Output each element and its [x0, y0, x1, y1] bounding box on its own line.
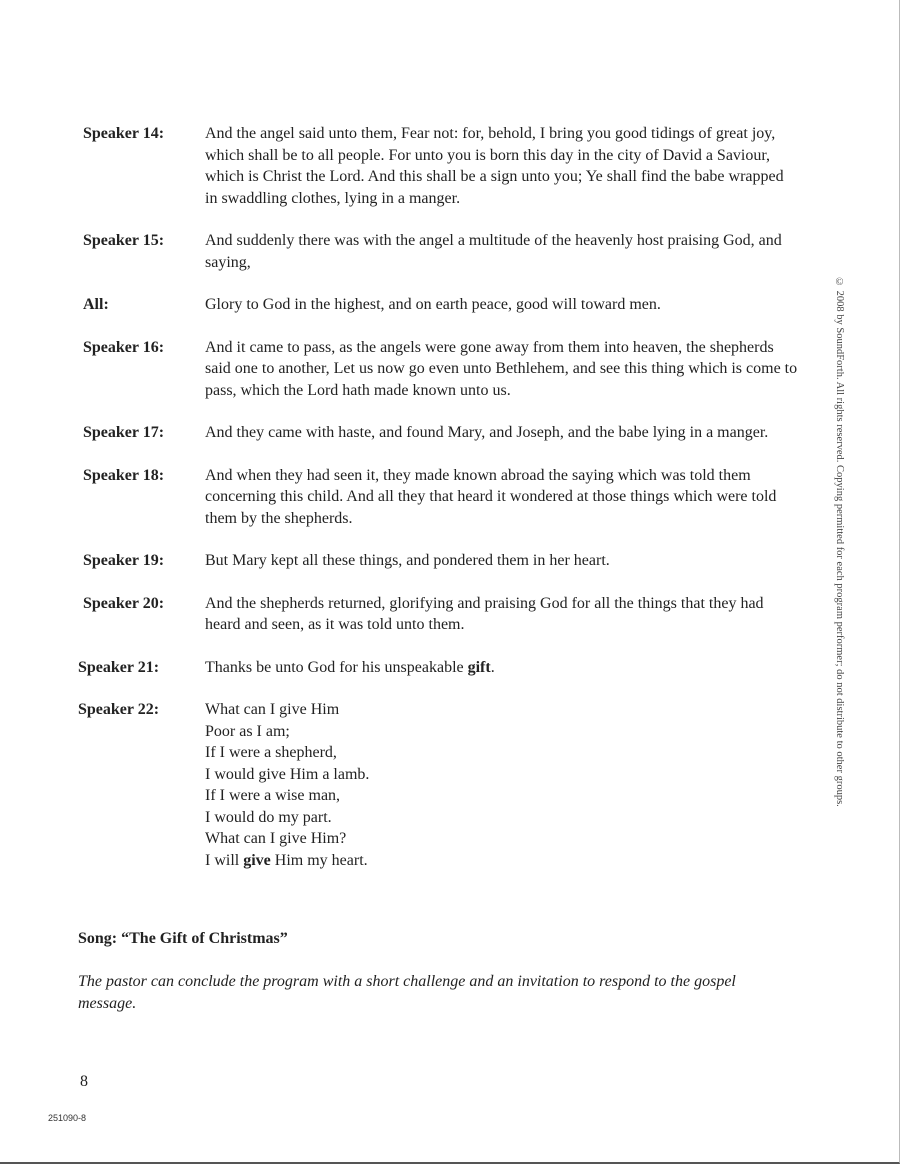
poem	[205, 699, 798, 871]
poem-line: If I were a shepherd,	[205, 744, 337, 761]
poem-line: I would do my part.	[205, 808, 332, 826]
speech-text: And they came with haste, and found Mary, and Joseph, and the babe lying in a manger.	[205, 424, 769, 441]
script-entry	[78, 593, 798, 636]
poem-line: What can I give Him	[205, 701, 340, 718]
speech-text-part: Thanks be unto God for his unspeakable	[205, 658, 468, 676]
script-entry	[78, 337, 798, 402]
poem-line: Poor as I am;	[205, 722, 290, 740]
poem-line: What can I give Him?	[205, 830, 347, 847]
poem-text-part: I will	[205, 851, 244, 869]
script-entry	[78, 294, 798, 316]
speaker-label: Speaker 21:	[78, 658, 160, 676]
closing-note: The pastor can conclude the program with a short challenge and an invitation to respond to the gospel message.	[78, 973, 736, 1012]
script-entry	[78, 550, 798, 572]
speaker-label: Speaker 15:	[83, 232, 165, 249]
speech-text: And the angel said unto them, Fear not: for, behold, I bring you good tidings of great joy, which shall be to all people. For unto you is born this day in the city of David a Saviour, which is Christ the Lord. And this shall be a sign unto you; Ye shall find the babe wrapped in swaddling clothes, lying in a manger.	[205, 125, 784, 207]
copyright-notice: © 2008 by SoundForth. All rights reserved. Copying permitted for each program performer; do not distribute to other groups.	[834, 277, 845, 807]
speech-text: And suddenly there was with the angel a multitude of the heavenly host praising God, and saying,	[205, 232, 782, 271]
speech-text	[205, 657, 798, 679]
song-title: Song: “The Gift of Christmas”	[78, 930, 288, 947]
page-number: 8	[80, 1073, 88, 1090]
script-entry	[78, 123, 798, 209]
speaker-label: Speaker 14:	[83, 125, 165, 142]
speaker-label: Speaker 18:	[83, 466, 165, 484]
poem-line: I would give Him a lamb.	[205, 765, 370, 783]
emphasis-word: gift	[467, 658, 491, 676]
speaker-label: Speaker 17:	[83, 424, 165, 441]
speech-text: And when they had seen it, they made known abroad the saying which was told them concerning this child. And all they that heard it wondered at those things which were told them by the shepherds.	[205, 466, 777, 527]
speaker-label: Speaker 22:	[78, 701, 160, 718]
script-entry	[78, 699, 798, 871]
script-entry	[78, 230, 798, 273]
script-entry	[78, 465, 798, 530]
product-code: 251090-8	[48, 1113, 87, 1123]
poem-text-part: Him my heart.	[270, 851, 368, 869]
script-entry	[78, 657, 798, 679]
speaker-label: All:	[83, 296, 109, 313]
poem-line: If I were a wise man,	[205, 787, 341, 804]
speech-text: And it came to pass, as the angels were gone away from them into heaven, the shepherds said one to another, Let us now go even unto Bethlehem, and see this thing which is come to pass, which the Lord hath made known unto us.	[205, 338, 798, 399]
speech-text-part: .	[490, 658, 495, 676]
speech-text: Glory to God in the highest, and on earth peace, good will toward men.	[205, 296, 661, 313]
speaker-label: Speaker 19:	[83, 552, 165, 569]
speaker-label: Speaker 20:	[83, 594, 165, 612]
speech-text: But Mary kept all these things, and pondered them in her heart.	[205, 552, 610, 569]
script-entry	[78, 422, 798, 444]
speech-text: And the shepherds returned, glorifying and praising God for all the things that they had heard and seen, as it was told unto them.	[205, 594, 764, 633]
poem-line	[205, 850, 798, 872]
script-body	[78, 123, 798, 892]
speaker-label: Speaker 16:	[83, 338, 165, 356]
emphasis-word: give	[243, 851, 271, 869]
